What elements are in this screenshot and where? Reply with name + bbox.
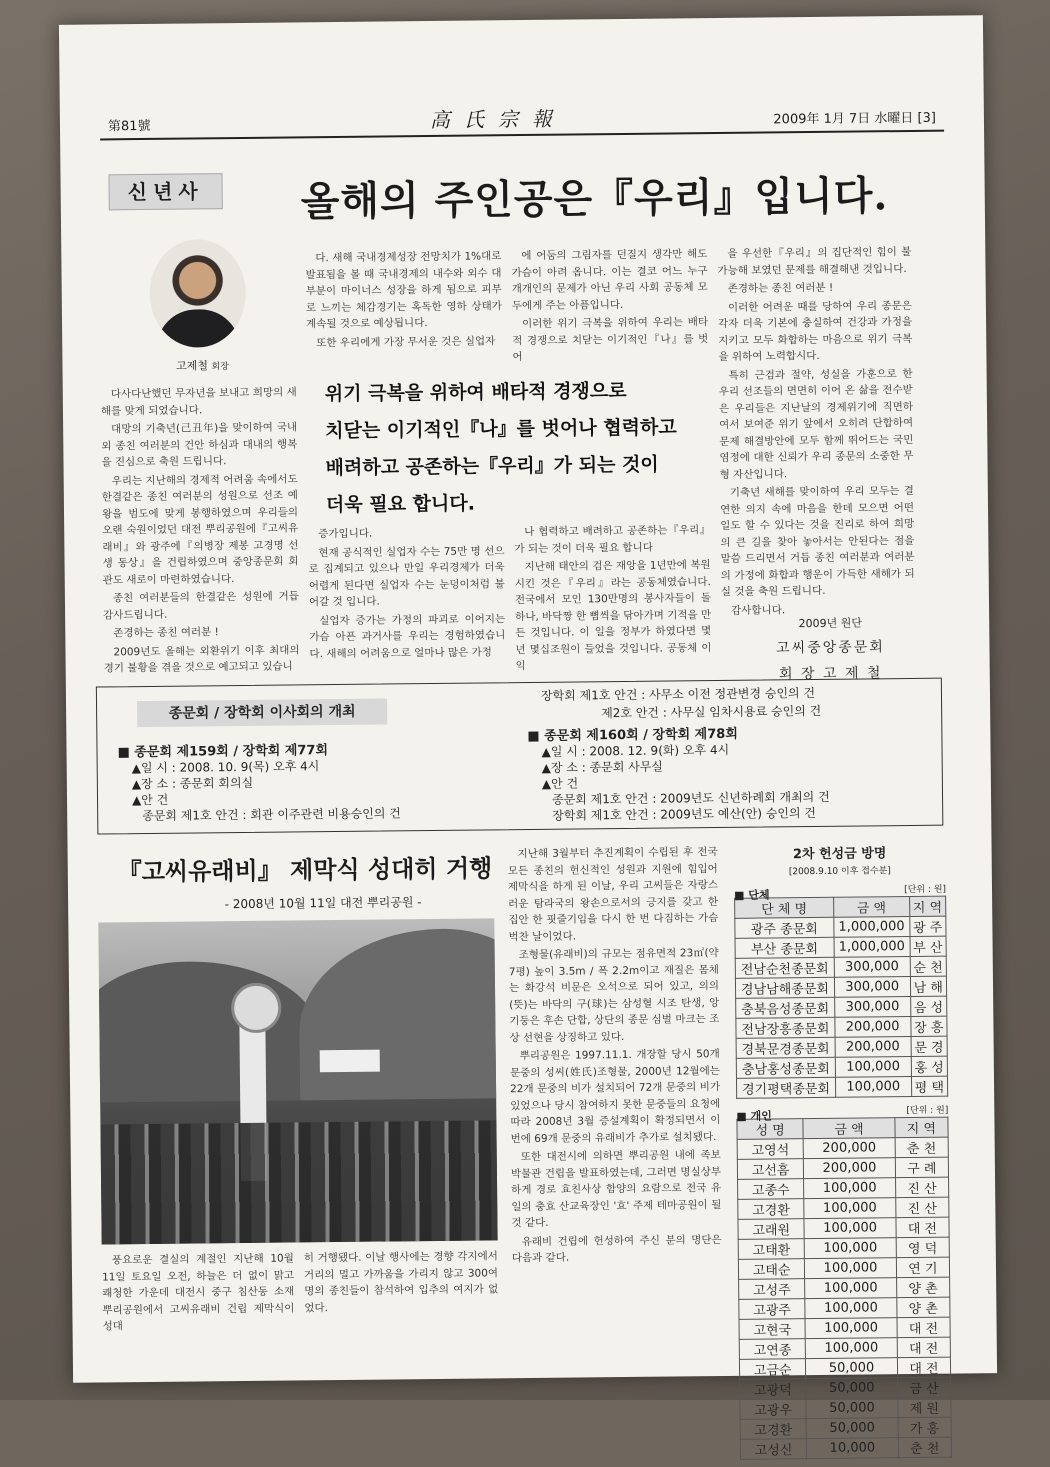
table-cell: 고금순 bbox=[739, 1359, 806, 1380]
table-cell: 고경환 bbox=[738, 1199, 805, 1220]
table-cell: 200,000 bbox=[835, 1037, 911, 1058]
paragraph: 히 거행됐다. 이날 행사에는 경향 각지에서 거리의 멀고 가까움을 가리지 않고 300여명의 종친들이 참석하여 입추의 여지가 없었다. bbox=[303, 1250, 499, 1314]
table-cell: 충북음성종문회 bbox=[736, 997, 835, 1018]
table-row bbox=[738, 1257, 949, 1279]
table-cell: 200,000 bbox=[803, 1138, 895, 1159]
author-role: 회장 bbox=[211, 362, 229, 373]
table-cell: 남 해 bbox=[910, 976, 947, 996]
table-row bbox=[739, 1277, 950, 1299]
table-cell: 고선흠 bbox=[737, 1159, 804, 1180]
table-cell: 경북문경종문회 bbox=[736, 1037, 835, 1058]
table-row bbox=[736, 1076, 947, 1098]
paragraph: 2009년도 올해는 외환위기 이후 최대의 경기 불황을 겪을 것으로 예고되고 있습니 bbox=[103, 643, 300, 675]
table-cell: 10,000 bbox=[807, 1438, 899, 1459]
emblem-icon bbox=[231, 983, 282, 1034]
pull-quote-line: 배려하고 공존하는『우리』가 되는 것이 bbox=[325, 453, 659, 480]
table-row bbox=[735, 916, 946, 938]
table-cell: 100,000 bbox=[804, 1198, 896, 1219]
paragraph: 지난해 태안의 검은 재앙을 1년만에 복원시킨 것은『우리』라는 공동체였습니다. 전국에서 모인 130만명의 봉사자들이 돌 하나, 바닥짱 한 뼘씩을 닦아가며 기적을 만든 것입니다. 이 일을 정부가 하였다면 몇 년 몇십조원이 들었을 것입니다. 공동체 이익 bbox=[514, 559, 712, 673]
table-cell: 고광우 bbox=[740, 1399, 807, 1420]
table-cell: 50,000 bbox=[806, 1358, 898, 1379]
meeting2-agenda: ▲안 건 bbox=[541, 776, 579, 791]
table-cell: 고연종 bbox=[739, 1339, 806, 1360]
table-cell: 1,000,000 bbox=[834, 917, 910, 938]
table-cell: 음 성 bbox=[910, 996, 947, 1016]
article1-col3-bottom bbox=[514, 522, 712, 677]
crowd bbox=[100, 1120, 497, 1244]
article1-headline: 올해의 주인공은『우리』입니다. bbox=[300, 172, 889, 226]
table-cell: 고성주 bbox=[739, 1279, 806, 1300]
table-cell: 경기평택종문회 bbox=[736, 1077, 835, 1098]
table-cell: 100,000 bbox=[805, 1258, 897, 1279]
table-row bbox=[740, 1397, 951, 1419]
paragraph: 이러한 어려운 때를 당하여 우리 종문은 각자 더욱 기본에 충실하여 건강과 가정을 지키고 모두 화합하는 마음으로 위기 극복을 위하여 노력합시다. bbox=[718, 299, 913, 363]
paragraph: 지난해 3월부터 추진계획이 수립된 후 전국 모든 종친의 헌신적인 성원과 지원에 힘입어 제막식을 하게 된 이날, 우리 고씨들은 자랑스러운 탐라국의 왕손으로서의 긍지를 갖고 한 집안 한 핏줄기임을 다시 한 번 다짐하는 가슴 벅찬 날이었다. bbox=[507, 846, 719, 943]
table-cell: 200,000 bbox=[835, 1017, 911, 1038]
article2-headline: 『고씨유래비』 제막식 성대히 거행 bbox=[117, 854, 493, 887]
table-row bbox=[740, 1417, 951, 1439]
table-cell: 200,000 bbox=[804, 1158, 896, 1179]
meeting1-date: ▲일 시 : 2008. 10. 9(목) 오후 4시 bbox=[131, 759, 320, 776]
paragraph: 이러한 위기 극복을 위하여 우리는 배타적 경쟁으로 치닫는 이기적인『나』를 벗어 bbox=[512, 316, 709, 364]
table-cell: 평 택 bbox=[911, 1076, 948, 1096]
table-cell: 순 천 bbox=[910, 956, 947, 976]
table-cell: 양 촌 bbox=[897, 1297, 950, 1318]
meeting1-item: 제2호 안건 : 사무실 임차시용료 승인의 건 bbox=[601, 703, 822, 721]
table-cell: 고영석 bbox=[737, 1139, 804, 1160]
table-cell: 100,000 bbox=[805, 1318, 897, 1339]
meeting2-date: ▲일 시 : 2008. 12. 9(화) 오후 4시 bbox=[541, 742, 730, 759]
section-tag: 신년사 bbox=[108, 173, 222, 210]
table-cell: 300,000 bbox=[834, 957, 910, 978]
meeting2-place: ▲장 소 : 종문회 사무실 bbox=[541, 759, 664, 775]
table-row bbox=[736, 1036, 947, 1058]
paragraph: 조형물(유래비)의 규모는 점유면적 23㎡(약7평) 높이 3.5m / 폭 2.2m이고 재질은 몸체는 화강석 비문은 오석으로 되어 있고, 의의(뜻)는 바닥의 구(球)는 삼성혈 시조 탄생, 앙 기둥은 후손 단합, 상단의 종문 심벌 마크는 조상 선현을 상징하고 있다. bbox=[508, 947, 720, 1044]
signature-block bbox=[755, 614, 906, 684]
table-row bbox=[736, 1016, 947, 1038]
table-row bbox=[738, 1177, 949, 1199]
paragraph: 우리는 지난해의 경제적 어려움 속에서도 한결같은 종친 여러분의 성원으로 선조 예왕을 범도에 맞게 봉행하였으며 우리들의 오랜 숙원이었던 대전 뿌리공원에『고씨유래비』와 광주에『의병장 제봉 고경명 선생 동상』을 건립하였으며 중앙종문회 회관도 새로이 마련하였습니다. bbox=[101, 472, 299, 586]
meeting2-item: 장학회 제1호 안건 : 2009년도 예산(안) 승인의 건 bbox=[552, 805, 817, 823]
unit-label: [단위 : 원] bbox=[906, 1105, 949, 1117]
table-row bbox=[739, 1297, 950, 1319]
paragraph: 특히 근검과 절약, 성실을 가훈으로 한 우리 선조들의 면면히 이어 온 삶을 전수받은 우리들은 지난날의 경제위기에 직면하여서 보여준 위기 앞에서 오히려 단합하여 문제 해결방안에 모두 함께 뛰어드는 국민 염정에 대한 신뢰가 우리 종문의 소중한 무형 자산입니다. bbox=[718, 367, 914, 481]
table-cell: 100,000 bbox=[805, 1298, 897, 1319]
table-cell: 50,000 bbox=[806, 1418, 898, 1439]
pull-quote-line: 더욱 필요 합니다. bbox=[325, 492, 476, 517]
table-cell: 대 전 bbox=[896, 1217, 949, 1238]
column-header: 지 역 bbox=[909, 896, 946, 916]
column-header: 성 명 bbox=[737, 1119, 804, 1140]
donor-title: 2차 헌성금 방명 bbox=[792, 846, 887, 863]
paragraph: 유래비 건립에 헌성하여 주신 분의 명단은 다음과 같다. bbox=[511, 1233, 722, 1265]
table-row bbox=[739, 1337, 950, 1359]
pull-quote-line: 위기 극복을 위하여 배타적 경쟁으로 bbox=[324, 379, 627, 406]
article2-col-c bbox=[508, 844, 722, 1269]
paragraph: 기축년 새해를 맞이하여 우리 모두는 결연한 의지 속에 마음을 한데 모으면 어떤 일도 할 수 있다는 것을 진리로 하여 희망의 큰 길을 찾아 놓아서는 안된다는 점을 말씀 드리면서 거듭 종친 여러분과 여러분의 가정에 화합과 행운이 가득한 새해가 되실 것을 축원 드립니다. bbox=[719, 484, 915, 598]
table-cell: 장 흥 bbox=[910, 1016, 947, 1036]
table-cell: 고광주 bbox=[739, 1299, 806, 1320]
table-cell: 100,000 bbox=[835, 1057, 911, 1078]
table-cell: 100,000 bbox=[805, 1238, 897, 1259]
person-section-label: ■ 개인 bbox=[736, 1109, 772, 1123]
paragraph: 대망의 기축년(己丑年)을 맞이하여 국내외 종친 여러분의 건안 하심과 대내의 행복을 진심으로 축원 드립니다. bbox=[101, 421, 298, 469]
table-cell: 100,000 bbox=[806, 1338, 898, 1359]
meeting1-item: 종문회 제1호 안건 : 회관 이주관련 비용승인의 건 bbox=[142, 806, 401, 824]
paragraph: 에 어둠의 그림자를 던질지 생각만 해도 가슴이 아려 옵니다. 이는 결코 어느 누구 개개인의 문제가 아닌 우리 사회 공동체 모두에게 주는 아픔입니다. bbox=[511, 248, 708, 312]
table-row bbox=[739, 1317, 950, 1339]
table-row bbox=[737, 1157, 948, 1179]
article1-col3-top bbox=[511, 246, 708, 368]
article1-col2-bottom bbox=[308, 524, 505, 664]
table-cell: 대 전 bbox=[897, 1357, 950, 1378]
table-cell: 부 산 bbox=[910, 936, 947, 956]
table-cell: 100,000 bbox=[835, 1077, 911, 1098]
table-row bbox=[740, 1437, 951, 1459]
table-cell: 연 기 bbox=[896, 1257, 949, 1278]
article2-col-a bbox=[102, 1250, 295, 1337]
signature-name: 회 장 고 제 철 bbox=[778, 665, 883, 683]
table-cell: 1,000,000 bbox=[834, 937, 910, 958]
masthead bbox=[100, 102, 944, 141]
table-cell: 양 촌 bbox=[896, 1277, 949, 1298]
meeting-title: 종문회 / 장학회 이사회의 개최 bbox=[137, 698, 387, 727]
column-header: 지 역 bbox=[895, 1117, 948, 1138]
table-row bbox=[735, 956, 946, 978]
meeting1-heading: ■ 종문회 제159회 / 장학회 제77회 bbox=[117, 743, 329, 761]
table-cell: 부산 종문회 bbox=[735, 937, 834, 958]
table-cell: 홍 성 bbox=[911, 1056, 948, 1076]
table-cell: 광주 종문회 bbox=[735, 917, 834, 938]
table-cell: 금 산 bbox=[897, 1377, 950, 1398]
paragraph: 실업자 증가는 가정의 파괴로 이어지는 가슴 아픈 과거사를 우리는 경험하였습니다. 새해의 어려움으로 얼마나 많은 가정 bbox=[309, 612, 506, 660]
ceremony-photo bbox=[98, 918, 497, 1244]
paragraph: 종친 여러분들의 한결같은 성원에 거듭 감사드립니다. bbox=[103, 590, 299, 621]
paragraph: 또한 우리에게 가장 무서운 것은 실업자 bbox=[316, 334, 496, 349]
person-donor-table bbox=[736, 1117, 952, 1460]
paragraph: 또한 대전시에 의하면 뿌리공원 내에 족보 박물관 건립을 발표하였는데, 그러면 명실상부하게 경로 효친사상 함양의 요람으로 전국 유일의 충효 산교육장인 '효' 주제 테마공원이 될 것 같다. bbox=[510, 1149, 722, 1230]
paper-title: 高氏宗報 bbox=[429, 106, 567, 132]
pull-quote bbox=[325, 372, 687, 524]
meeting1-agenda: ▲안 건 bbox=[131, 792, 169, 808]
paragraph: 존경하는 종친 여러분 ! bbox=[727, 281, 834, 295]
table-cell: 제 원 bbox=[898, 1397, 951, 1418]
meeting2-item: 종문회 제1호 안건 : 2009년도 신년하례회 개최의 건 bbox=[551, 789, 830, 807]
paragraph: 을 우선한『우리』의 집단적인 힘이 불가능해 보였던 문제를 해결해낸 것입니다. bbox=[717, 245, 912, 277]
table-row bbox=[735, 976, 946, 998]
table-cell: 춘 천 bbox=[895, 1137, 948, 1158]
column-header: 금 액 bbox=[833, 897, 909, 918]
table-cell: 전남순천종문회 bbox=[735, 957, 834, 978]
table-cell: 대 전 bbox=[897, 1337, 950, 1358]
table-cell: 문 경 bbox=[911, 1036, 948, 1056]
table-row bbox=[736, 996, 947, 1018]
table-cell: 진 산 bbox=[895, 1197, 948, 1218]
table-cell: 300,000 bbox=[834, 997, 910, 1018]
table-row bbox=[738, 1237, 949, 1259]
author-portrait bbox=[149, 239, 246, 348]
table-cell: 고현국 bbox=[739, 1319, 806, 1340]
table-row bbox=[740, 1377, 951, 1399]
table-cell: 경남남해종문회 bbox=[735, 977, 834, 998]
paragraph: 감사합니다. bbox=[731, 603, 786, 617]
table-cell: 고태환 bbox=[738, 1239, 805, 1260]
table-row bbox=[737, 1137, 948, 1159]
table-cell: 고성신 bbox=[740, 1439, 807, 1460]
issue-date: 2009年 1月 7日 水曜日 [3] bbox=[773, 110, 937, 128]
table-cell: 고경환 bbox=[740, 1419, 807, 1440]
meeting-notice-box bbox=[96, 678, 944, 835]
article1-col2-top bbox=[305, 248, 502, 353]
table-row bbox=[738, 1217, 949, 1239]
table-cell: 100,000 bbox=[805, 1278, 897, 1299]
table-cell: 고종수 bbox=[738, 1179, 805, 1200]
table-cell: 영 덕 bbox=[896, 1237, 949, 1258]
donor-list bbox=[734, 842, 952, 1460]
newspaper-page bbox=[59, 15, 997, 1459]
pull-quote-line: 치닫는 이기적인『나』를 벗어나 협력하고 bbox=[325, 416, 677, 443]
table-cell: 충남홍성종문회 bbox=[736, 1057, 835, 1078]
table-row bbox=[738, 1197, 949, 1219]
table-cell: 춘 천 bbox=[898, 1437, 951, 1458]
table-row bbox=[739, 1357, 950, 1379]
issue-number: 第81號 bbox=[107, 118, 151, 135]
table-cell: 광 주 bbox=[909, 916, 946, 936]
signature-date: 2009년 원단 bbox=[798, 616, 862, 631]
article1-col1 bbox=[101, 384, 300, 679]
table-cell: 300,000 bbox=[834, 977, 910, 998]
group-donor-table bbox=[734, 896, 948, 1099]
table-cell: 100,000 bbox=[804, 1218, 896, 1239]
paragraph: 존경하는 종친 여러분 ! bbox=[113, 626, 219, 640]
table-cell: 100,000 bbox=[804, 1178, 896, 1199]
table-cell: 구 례 bbox=[895, 1157, 948, 1178]
article2-col-b bbox=[304, 1248, 499, 1318]
table-cell: 고광덕 bbox=[740, 1379, 807, 1400]
signature-org: 고씨중앙종문회 bbox=[776, 639, 885, 657]
paragraph: 뿌리공원은 1997.11.1. 개장할 당시 50개 문중의 성씨(姓氏)조형물, 2000년 12월에는 22개 문중의 비가 설치되어 72개 문중의 비가 있었으나 당시 참여하지 못한 문중들의 요청에 따라 2008년 3월 증설계획이 확정되면서 이번에 69개 문중의 유래비가 추가로 설치됐다. bbox=[509, 1048, 721, 1145]
table-cell: 대 전 bbox=[897, 1317, 950, 1338]
group-section-label: ■ 단체 bbox=[733, 888, 770, 902]
table-cell: 고태순 bbox=[738, 1259, 805, 1280]
donor-subtitle: [2008.9.10 이후 접수분] bbox=[788, 866, 891, 878]
author-name: 고제철 bbox=[176, 359, 209, 373]
meeting1-place: ▲장 소 : 종문회 회의실 bbox=[131, 775, 254, 792]
column-header: 금 액 bbox=[803, 1118, 895, 1139]
table-row bbox=[735, 936, 946, 958]
author-caption bbox=[152, 357, 252, 374]
table-cell: 가 흥 bbox=[898, 1417, 951, 1438]
paragraph: 증가입니다. bbox=[318, 527, 373, 541]
paragraph: 풍요로운 결실의 계절인 지난해 10월 11일 토요일 오전, 하늘은 더 없이 맑고 쾌청한 가운데 대전시 중구 침산동 소재 뿌리공원에서 고씨유래비 건립 제막식이 성대 bbox=[101, 1252, 295, 1333]
table-cell: 50,000 bbox=[806, 1398, 898, 1419]
column-header: 단 체 명 bbox=[735, 897, 834, 918]
paragraph: 다. 새해 국내경제성장 전망치가 1%대로 발표됨을 볼 때 국내경제의 내수와 외수 대부분이 마이너스 성장을 하게 됨으로 피부로 느끼는 체감경기는 혹독한 영하 상태가 계속될 것으로 예상됩니다. bbox=[305, 250, 502, 331]
unit-label: [단위 : 원] bbox=[904, 884, 947, 896]
meeting1-item: 장학회 제1호 안건 : 사무소 이전 정관변경 승인의 건 bbox=[540, 685, 816, 703]
article2-subtitle: - 2008년 10월 11일 대전 뿌리공원 - bbox=[224, 895, 422, 912]
table-cell: 50,000 bbox=[806, 1378, 898, 1399]
meeting2-heading: ■ 종문회 제160회 / 장학회 제78회 bbox=[527, 726, 738, 745]
paragraph: 나 협력하고 배려하고 공존하는『우리』가 되는 것이 더욱 필요 합니다 bbox=[514, 524, 711, 555]
table-cell: 전남장흥종문회 bbox=[736, 1017, 835, 1038]
paragraph: 다사다난했던 무자년을 보내고 희망의 새해를 맞게 되었습니다. bbox=[100, 386, 297, 417]
table-cell: 고래원 bbox=[738, 1219, 805, 1240]
table-cell: 진 산 bbox=[895, 1177, 948, 1198]
paragraph: 현재 공식적인 실업자 수는 75만 명 선으로 집계되고 있으나 만일 우리경제가 더욱 어렵게 된다면 실업자 수는 눈덩이처럼 불어갈 것 입니다. bbox=[308, 544, 505, 609]
table-row bbox=[736, 1056, 947, 1078]
article1-col4 bbox=[717, 244, 915, 621]
